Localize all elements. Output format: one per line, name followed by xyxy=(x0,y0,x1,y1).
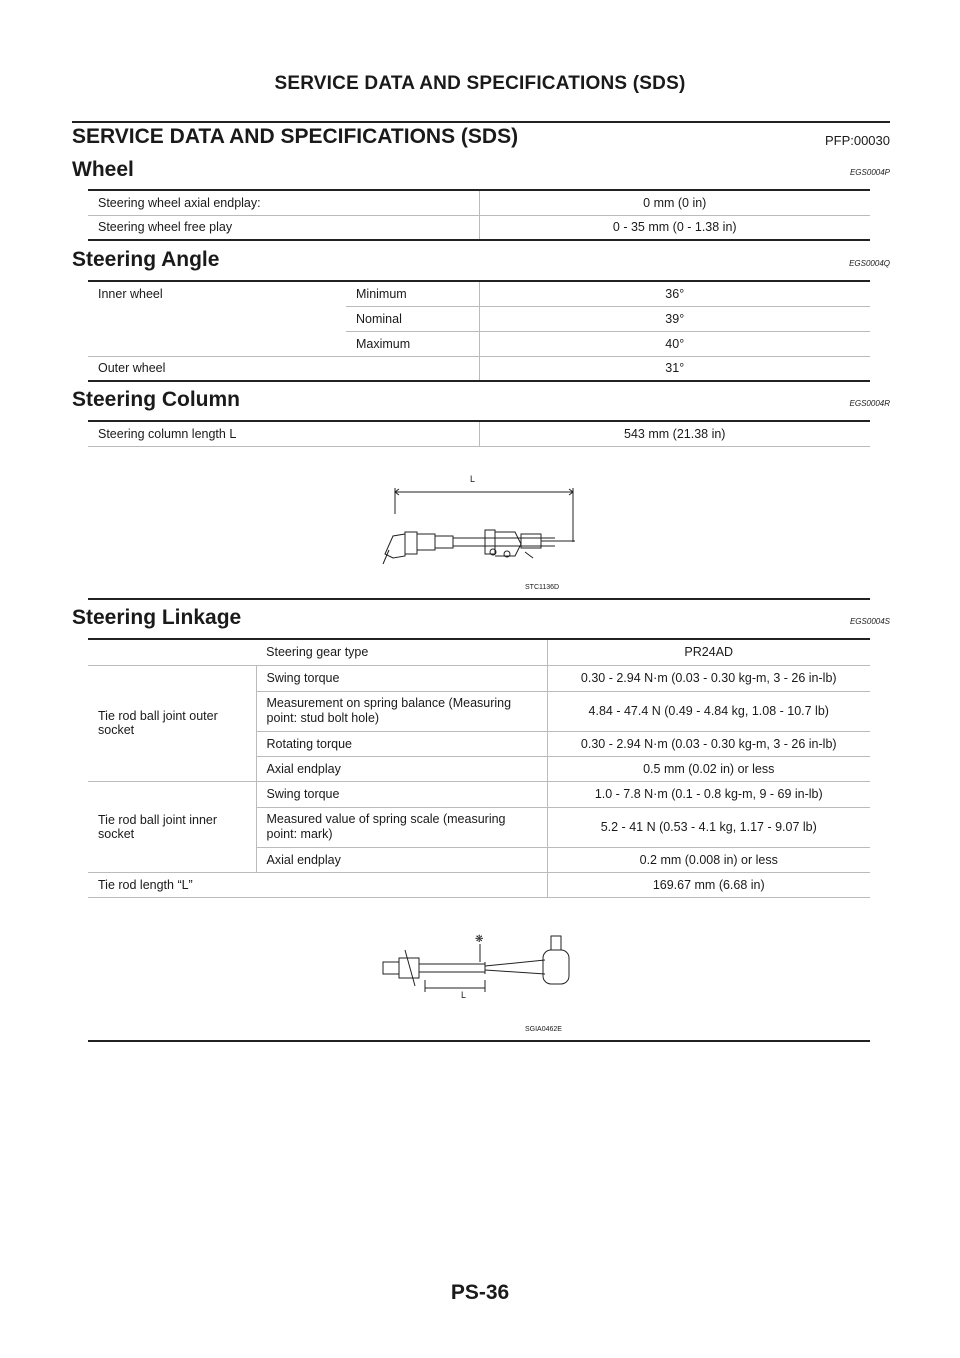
steering-column-diagram xyxy=(375,474,585,574)
spec-label: Axial endplay xyxy=(256,756,547,781)
running-title: SERVICE DATA AND SPECIFICATIONS (SDS) xyxy=(274,73,686,94)
empty-cell xyxy=(88,331,346,356)
gear-type-value: PR24AD xyxy=(547,639,870,665)
table-row xyxy=(88,665,870,691)
steering-angle-table xyxy=(88,280,870,382)
table-row xyxy=(88,190,870,215)
tie-rod-diagram xyxy=(375,932,595,1012)
spec-label: Axial endplay xyxy=(256,847,547,872)
dimension-label-l: L xyxy=(470,474,476,484)
section-title-wheel: Wheel xyxy=(72,158,134,181)
section-divider xyxy=(88,598,870,600)
spec-label: Measured value of spring scale (measuring point: mark) xyxy=(256,807,547,847)
outer-wheel-value: 31° xyxy=(479,356,870,381)
spec-value: 0.30 - 2.94 N·m (0.03 - 0.30 kg-m, 3 - 26 in-lb) xyxy=(547,731,870,756)
mark-symbol: ❋ xyxy=(475,934,484,945)
spec-value: 1.0 - 7.8 N·m (0.1 - 0.8 kg-m, 9 - 69 in-lb) xyxy=(547,781,870,807)
spec-label: Measurement on spring balance (Measuring point: stud bolt hole) xyxy=(256,691,547,731)
gear-type-label: Steering gear type xyxy=(88,639,547,665)
wheel-table xyxy=(88,189,870,241)
outer-wheel-label: Outer wheel xyxy=(88,356,479,381)
steering-column-table xyxy=(88,420,870,447)
outer-socket-label: Tie rod ball joint outer socket xyxy=(88,665,256,781)
spec-value: 4.84 - 47.4 N (0.49 - 4.84 kg, 1.08 - 10.7 lb) xyxy=(547,691,870,731)
section-code-steering-column: EGS0004R xyxy=(849,399,890,408)
figure-code: SGIA0462E xyxy=(525,1026,562,1033)
spec-label: Rotating torque xyxy=(256,731,547,756)
table-row xyxy=(88,872,870,897)
spec-label: Swing torque xyxy=(256,781,547,807)
table-row xyxy=(88,421,870,446)
dimension-label-l: L xyxy=(461,990,467,1000)
table-row xyxy=(88,215,870,240)
section-title-steering-linkage: Steering Linkage xyxy=(72,606,242,629)
section-divider xyxy=(88,1040,870,1042)
spec-label: Swing torque xyxy=(256,665,547,691)
tie-rod-figure xyxy=(375,932,595,1038)
angle-sub-label: Maximum xyxy=(346,331,479,356)
figure-code: STC1136D xyxy=(525,584,560,591)
table-row xyxy=(88,356,870,381)
pfp-code: PFP:00030 xyxy=(824,133,890,148)
page-title: SERVICE DATA AND SPECIFICATIONS (SDS) xyxy=(72,125,519,148)
table-row xyxy=(88,781,870,807)
inner-wheel-label: Inner wheel xyxy=(88,281,346,306)
heading-rule xyxy=(72,121,890,123)
inner-socket-label: Tie rod ball joint inner socket xyxy=(88,781,256,872)
angle-value: 36° xyxy=(479,281,870,306)
table-row xyxy=(88,639,870,665)
steering-column-figure xyxy=(375,474,585,594)
section-code-steering-linkage: EGS0004S xyxy=(849,617,890,626)
column-length-label: Steering column length L xyxy=(88,421,479,446)
section-code-steering-angle: EGS0004Q xyxy=(849,259,890,268)
table-row xyxy=(88,331,870,356)
wheel-row-value: 0 - 35 mm (0 - 1.38 in) xyxy=(479,215,870,240)
empty-cell xyxy=(88,306,346,331)
page-number: PS-36 xyxy=(450,1281,510,1304)
wheel-row-label: Steering wheel axial endplay: xyxy=(88,190,479,215)
table-row xyxy=(88,306,870,331)
wheel-row-value: 0 mm (0 in) xyxy=(479,190,870,215)
angle-sub-label: Minimum xyxy=(346,281,479,306)
steering-linkage-table xyxy=(88,638,870,898)
tie-rod-length-label: Tie rod length “L” xyxy=(88,872,547,897)
angle-value: 39° xyxy=(479,306,870,331)
tie-rod-length-value: 169.67 mm (6.68 in) xyxy=(547,872,870,897)
section-title-steering-column: Steering Column xyxy=(72,388,241,411)
section-title-steering-angle: Steering Angle xyxy=(72,248,220,271)
table-row xyxy=(88,281,870,306)
spec-value: 0.2 mm (0.008 in) or less xyxy=(547,847,870,872)
spec-value: 5.2 - 41 N (0.53 - 4.1 kg, 1.17 - 9.07 lb) xyxy=(547,807,870,847)
angle-value: 40° xyxy=(479,331,870,356)
spec-value: 0.30 - 2.94 N·m (0.03 - 0.30 kg-m, 3 - 26 in-lb) xyxy=(547,665,870,691)
angle-sub-label: Nominal xyxy=(346,306,479,331)
spec-value: 0.5 mm (0.02 in) or less xyxy=(547,756,870,781)
section-code-wheel: EGS0004P xyxy=(849,168,890,177)
column-length-value: 543 mm (21.38 in) xyxy=(479,421,870,446)
wheel-row-label: Steering wheel free play xyxy=(88,215,479,240)
